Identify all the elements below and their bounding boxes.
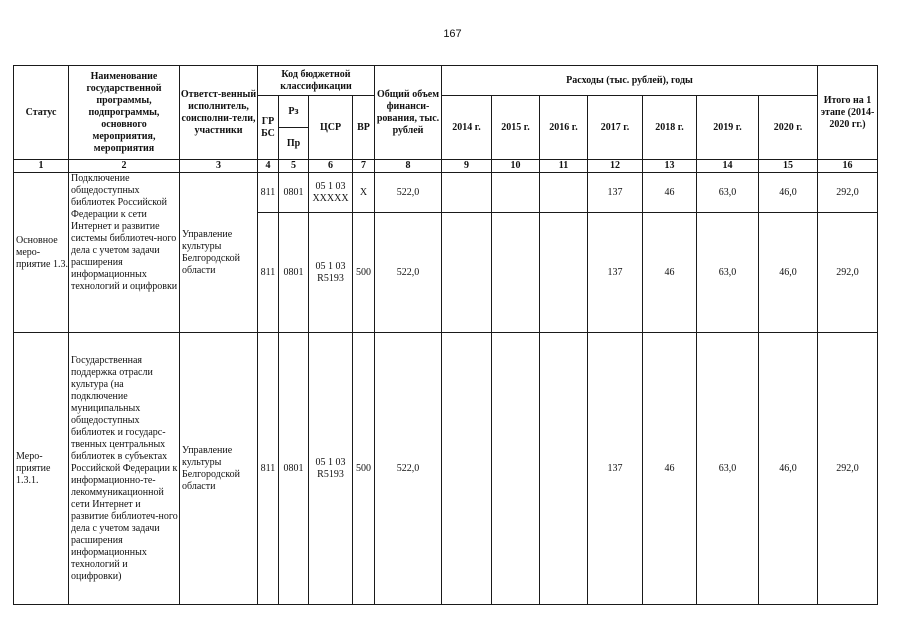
cell-2015 [492,173,540,213]
col-number: 16 [818,160,878,173]
cell-rzpr: 0801 [279,333,309,605]
cell-2015 [492,213,540,333]
col-number: 15 [759,160,818,173]
cell-2019: 63,0 [697,333,759,605]
cell-2020: 46,0 [759,213,818,333]
cell-csr: 05 1 03 R5193 [309,213,353,333]
cell-grbs: 811 [258,213,279,333]
header-vr: ВР [353,96,375,160]
cell-grbs: 811 [258,333,279,605]
header-year-2016: 2016 г. [540,96,588,160]
cell-2016 [540,213,588,333]
cell-vr: X [353,173,375,213]
cell-stage-total: 292,0 [818,173,878,213]
cell-total: 522,0 [375,173,442,213]
cell-csr: 05 1 03 R5193 [309,333,353,605]
header-year-2018: 2018 г. [643,96,697,160]
cell-2017: 137 [588,173,643,213]
cell-2018: 46 [643,213,697,333]
col-number: 2 [69,160,180,173]
col-number: 9 [442,160,492,173]
cell-2017: 137 [588,213,643,333]
row-name: Государственная поддержка отрасли культура (на подключение муниципальных общедоступных библиотек и государс-твенных центральных библиотек в субъектах Российской Федерации к информационно-те-лекоммуникационной сети Интернет и развитие библиотеч-ного дела с учетом задачи расширения информационных технологий и оцифровки) [69,333,180,605]
cell-2020: 46,0 [759,173,818,213]
header-year-2020: 2020 г. [759,96,818,160]
header-year-2019: 2019 г. [697,96,759,160]
col-number: 12 [588,160,643,173]
row-status: Основное меро-приятие 1.3. [14,173,69,333]
header-year-2015: 2015 г. [492,96,540,160]
header-expenses: Расходы (тыс. рублей), годы [442,66,818,96]
header-budget-code: Код бюджетной классификации [258,66,375,96]
cell-csr: 05 1 03 XXXXX [309,173,353,213]
cell-2019: 63,0 [697,173,759,213]
cell-stage-total: 292,0 [818,213,878,333]
row-status: Меро-приятие 1.3.1. [14,333,69,605]
col-number: 6 [309,160,353,173]
cell-2015 [492,333,540,605]
col-number: 3 [180,160,258,173]
cell-grbs: 811 [258,173,279,213]
cell-2017: 137 [588,333,643,605]
col-number: 14 [697,160,759,173]
col-number: 4 [258,160,279,173]
header-stage-total: Итого на 1 этапе (2014-2020 гг.) [818,66,878,160]
row-responsible: Управление культуры Белгородской области [180,173,258,333]
cell-total: 522,0 [375,333,442,605]
header-total-finance: Общий объем финанси-рования, тыс. рублей [375,66,442,160]
header-status: Статус [14,66,69,160]
col-number: 7 [353,160,375,173]
cell-vr: 500 [353,213,375,333]
cell-total: 522,0 [375,213,442,333]
col-number: 13 [643,160,697,173]
header-grbs: ГР БС [258,96,279,160]
header-responsible: Ответст-венный исполнитель, соисполни-тели, участники [180,66,258,160]
cell-2014 [442,173,492,213]
cell-2014 [442,333,492,605]
cell-rzpr: 0801 [279,213,309,333]
header-name: Наименование государственной программы, подпрограммы, основного мероприятия, мероприятия [69,66,180,160]
col-number: 10 [492,160,540,173]
header-rz: Рз [279,96,309,128]
program-table [13,65,878,605]
cell-2018: 46 [643,173,697,213]
cell-rzpr: 0801 [279,173,309,213]
header-csr: ЦСР [309,96,353,160]
header-pr: Пр [279,128,309,160]
cell-2014 [442,213,492,333]
col-number: 1 [14,160,69,173]
cell-2020: 46,0 [759,333,818,605]
col-number: 5 [279,160,309,173]
cell-2016 [540,333,588,605]
col-number: 8 [375,160,442,173]
header-year-2014: 2014 г. [442,96,492,160]
col-number: 11 [540,160,588,173]
cell-vr: 500 [353,333,375,605]
cell-2019: 63,0 [697,213,759,333]
cell-2016 [540,173,588,213]
page-number: 167 [443,28,462,40]
cell-stage-total: 292,0 [818,333,878,605]
row-name: Подключение общедоступных библиотек Российской Федерации к сети Интернет и развитие системы библиотеч-ного дела с учетом задачи расширения информационных технологий и оцифровки [69,173,180,333]
cell-2018: 46 [643,333,697,605]
row-responsible: Управление культуры Белгородской области [180,333,258,605]
header-year-2017: 2017 г. [588,96,643,160]
